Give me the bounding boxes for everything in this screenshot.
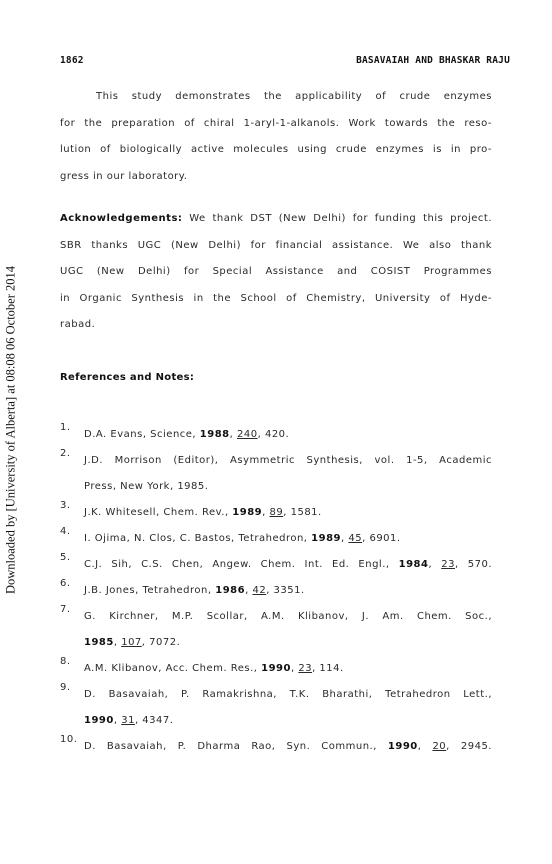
reference-volume: 42 — [252, 585, 267, 596]
reference-number: 1. — [60, 422, 71, 433]
reference-text: A.M. Klibanov, Acc. Chem. Res., — [84, 663, 262, 674]
paragraph-line: lution of biologically active molecules using crude enzymes is in pro- — [60, 144, 492, 155]
paragraph-line: rabad. — [60, 319, 96, 330]
reference-number: 4. — [60, 526, 71, 537]
reference-volume: 45 — [348, 533, 363, 544]
reference-year: 1984 — [398, 559, 429, 570]
reference-number: 7. — [60, 604, 71, 615]
reference-item: 1. D.A. Evans, Science, 1988, 240, 420. — [60, 422, 290, 440]
conclusion-paragraph — [60, 84, 492, 190]
reference-year: 1990 — [387, 741, 418, 752]
reference-text: J.B. Jones, Tetrahedron, — [84, 585, 216, 596]
reference-volume: 107 — [121, 637, 142, 648]
reference-text: I. Ojima, N. Clos, C. Bastos, Tetrahedron, — [84, 533, 312, 544]
reference-volume: 23 — [441, 559, 455, 570]
reference-year: 1989 — [232, 507, 263, 518]
reference-item: 7. G. Kirchner, M.P. Scollar, A.M. Klibanov, J. Am. Chem. Soc., 1985, 107, 7072. — [60, 604, 492, 648]
reference-year: 1990 — [84, 715, 114, 726]
reference-number: 2. — [60, 448, 71, 459]
reference-list — [60, 422, 492, 760]
reference-text: Press, New York, 1985. — [84, 481, 209, 492]
reference-number: 8. — [60, 656, 71, 667]
reference-item: 9. D. Basavaiah, P. Ramakrishna, T.K. Bharathi, Tetrahedron Lett., 1990, 31, 4347. — [60, 682, 492, 726]
reference-volume: 23 — [298, 663, 313, 674]
reference-year: 1989 — [311, 533, 341, 544]
paragraph-line: in Organic Synthesis in the School of Chemistry, University of Hyde- — [60, 292, 492, 304]
paragraph-line — [60, 206, 492, 233]
reference-text: C.J. Sih, C.S. Chen, Angew. Chem. Int. Ed. Engl., — [84, 559, 399, 570]
reference-number: 3. — [60, 500, 71, 511]
reference-text: G. Kirchner, M.P. Scollar, A.M. Klibanov, J. Am. Chem. Soc., — [84, 611, 492, 622]
reference-item — [60, 448, 492, 500]
paragraph-line: This study demonstrates the applicability of crude enzymes — [96, 91, 492, 102]
reference-text: J.K. Whitesell, Chem. Rev., — [84, 507, 233, 518]
reference-year: 1985 — [84, 637, 114, 648]
reference-item: 8. A.M. Klibanov, Acc. Chem. Res., 1990, 23, 114. — [60, 656, 344, 674]
acknowledgements-label: Acknowledgements: — [60, 213, 183, 224]
reference-number: 9. — [60, 682, 71, 693]
reference-number: 5. — [60, 552, 71, 563]
download-watermark — [0, 0, 20, 864]
reference-volume: 89 — [269, 507, 284, 518]
reference-year: 1988 — [199, 429, 230, 440]
acknowledgements-paragraph — [60, 206, 492, 339]
paragraph-line: UGC (New Delhi) for Special Assistance and COSIST Programmes — [60, 266, 492, 277]
page-number: 1862 — [60, 55, 84, 66]
reference-text: D. Basavaiah, P. Ramakrishna, T.K. Bharathi, Tetrahedron Lett., — [84, 689, 492, 700]
acknowledgements-text: We thank DST (New Delhi) for funding this project. — [189, 213, 492, 224]
paragraph-line: for the preparation of chiral 1-aryl-1-alkanols. Work towards the reso- — [60, 117, 492, 129]
reference-text: J.D. Morrison (Editor), Asymmetric Synthesis, vol. 1-5, Academic — [84, 455, 492, 466]
references-heading: References and Notes: — [60, 372, 195, 383]
reference-item: 3. J.K. Whitesell, Chem. Rev., 1989, 89, 1581. — [60, 500, 322, 518]
reference-volume: 31 — [121, 715, 135, 726]
reference-text: D.A. Evans, Science, — [84, 429, 200, 440]
reference-item: 4. I. Ojima, N. Clos, C. Bastos, Tetrahedron, 1989, 45, 6901. — [60, 526, 401, 544]
reference-volume: 240 — [237, 429, 258, 440]
reference-item: 10. D. Basavaiah, P. Dharma Rao, Syn. Commun., 1990, 20, 2945. — [60, 734, 492, 752]
download-watermark-text: Downloaded by [University of Alberta] at 08:08 06 October 2014 — [3, 265, 18, 595]
reference-item: 6. J.B. Jones, Tetrahedron, 1986, 42, 3351. — [60, 578, 305, 596]
reference-year: 1986 — [215, 585, 246, 596]
paragraph-line: gress in our laboratory. — [60, 170, 188, 182]
reference-year: 1990 — [261, 663, 291, 674]
reference-item: 5. C.J. Sih, C.S. Chen, Angew. Chem. Int. Ed. Engl., 1984, 23, 570. — [60, 552, 493, 570]
reference-text: D. Basavaiah, P. Dharma Rao, Syn. Commun., — [84, 741, 388, 752]
running-title: BASAVAIAH AND BHASKAR RAJU — [356, 55, 510, 66]
reference-volume: 20 — [432, 741, 447, 752]
paragraph-line: SBR thanks UGC (New Delhi) for financial assistance. We also thank — [60, 239, 492, 251]
reference-number: 10. — [60, 734, 78, 745]
reference-number: 6. — [60, 578, 71, 589]
